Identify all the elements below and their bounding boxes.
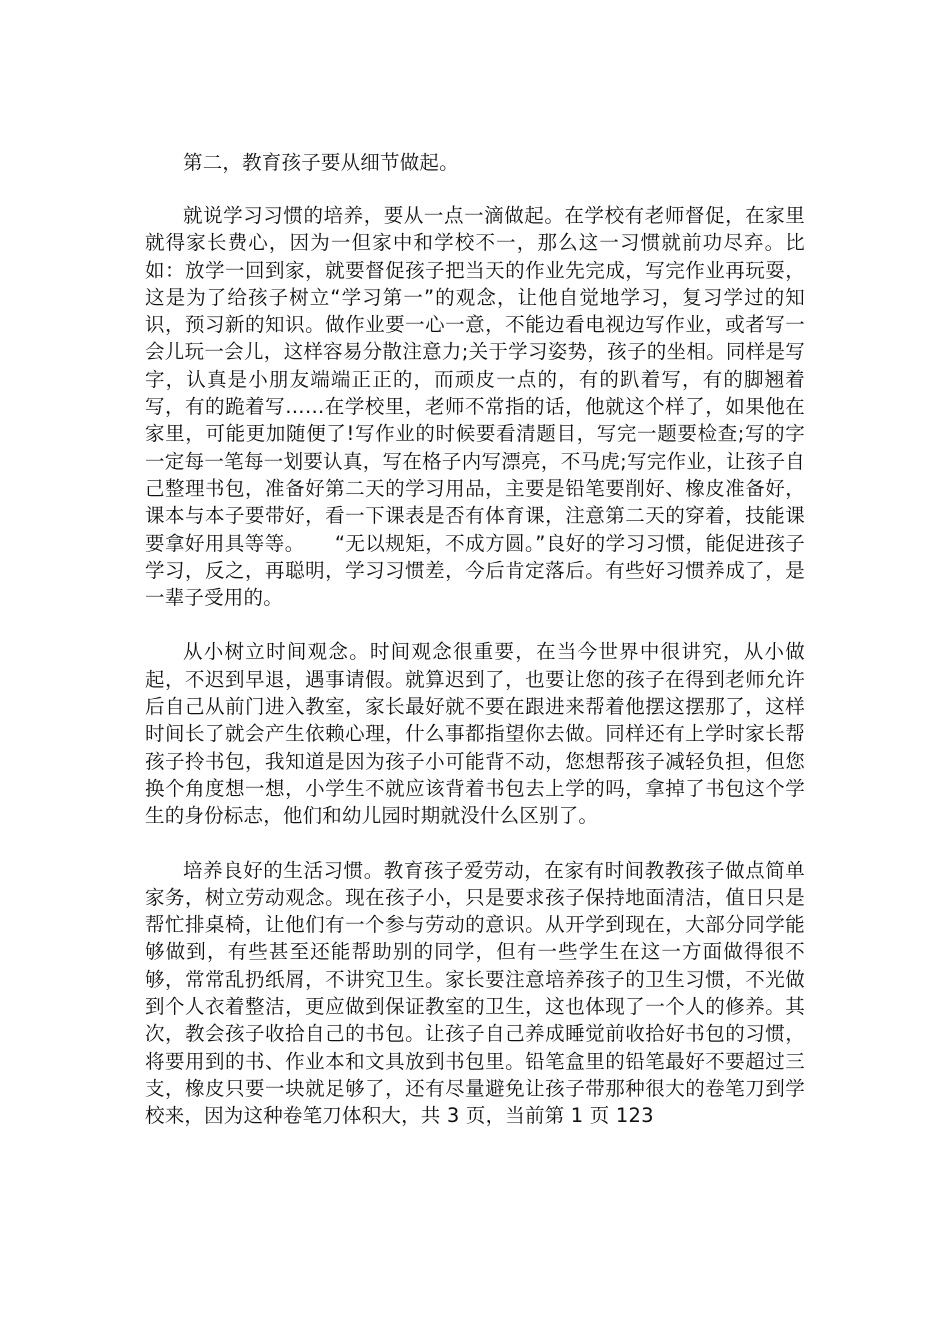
paragraph-time-concept: 从小树立时间观念。时间观念很重要，在当今世界中很讲究，从小做起，不迟到早退，遇事请假。就算迟到了，也要让您的孩子在得到老师允许后自己从前门进入教室，家长最好就不要在跟进来帮着他摆这摆那了，这样时间长了就会产生依赖心理，什么事都指望你去做。同样还有上学时家长帮孩子拎书包，我知道是因为孩子小可能背不动，您想帮孩子减轻负担，但您换个角度想一想，小学生不就应该背着书包去上学的吗，拿掉了书包这个学生的身份标志，他们和幼儿园时期就没什么区别了。 (145, 640, 805, 828)
paragraph-living-habits: 培养良好的生活习惯。教育孩子爱劳动，在家有时间教教孩子做点简单家务，树立劳动观念。现在孩子小，只是要求孩子保持地面清洁，值日只是帮忙排桌椅，让他们有一个参与劳动的意识。从开学到现在，大部分同学能够做到，有些甚至还能帮助别的同学，但有一些学生在这一方面做得很不够，常常乱扔纸屑，不讲究卫生。家长要注意培养孩子的卫生习惯，不光做到个人衣着整洁，更应做到保证教室的卫生，这也体现了一个人的修养。其次，教会孩子收拾自己的书包。让孩子自己养成睡觉前收拾好书包的习惯，将要用到的书、作业本和文具放到书包里。铅笔盒里的铅笔最好不要超过三支，橡皮只要一块就足够了，还有尽量避免让孩子带那种很大的卷笔刀到学校来，因为这种卷笔刀体积大，共 3 页，当前第 1 页 123 (145, 858, 805, 1128)
section-heading: 第二，教育孩子要从细节做起。 (183, 151, 459, 174)
document-body (145, 148, 805, 1130)
paragraph-study-habits: 就说学习习惯的培养，要从一点一滴做起。在学校有老师督促，在家里就得家长费心，因为一但家中和学校不一，那么这一习惯就前功尽弃。比如：放学一回到家，就要督促孩子把当天的作业先完成，写完作业再玩耍，这是为了给孩子树立“学习第一”的观念，让他自觉地学习，复习学过的知识，预习新的知识。做作业要一心一意，不能边看电视边写作业，或者写一会儿玩一会儿，这样容易分散注意力;关于学习姿势，孩子的坐相。同样是写字，认真是小朋友端端正正的，而顽皮一点的，有的趴着写，有的脚翘着写，有的跪着写……在学校里，老师不常指的话，他就这个样了，如果他在家里，可能更加随便了!写作业的时候要看清题目，写完一题要检查;写的字一定每一笔每一划要认真，写在格子内写漂亮，不马虎;写完作业，让孩子自己整理书包，准备好第二天的学习用品，主要是铅笔要削好、橡皮准备好，课本与本子要带好，看一下课表是否有体育课，注意第二天的穿着，技能课要拿好用具等等。 “无以规矩，不成方圆。”良好的学习习惯，能促进孩子学习，反之，再聪明，学习习惯差，今后肯定落后。有些好习惯养成了，是一辈子受用的。 (145, 204, 805, 610)
